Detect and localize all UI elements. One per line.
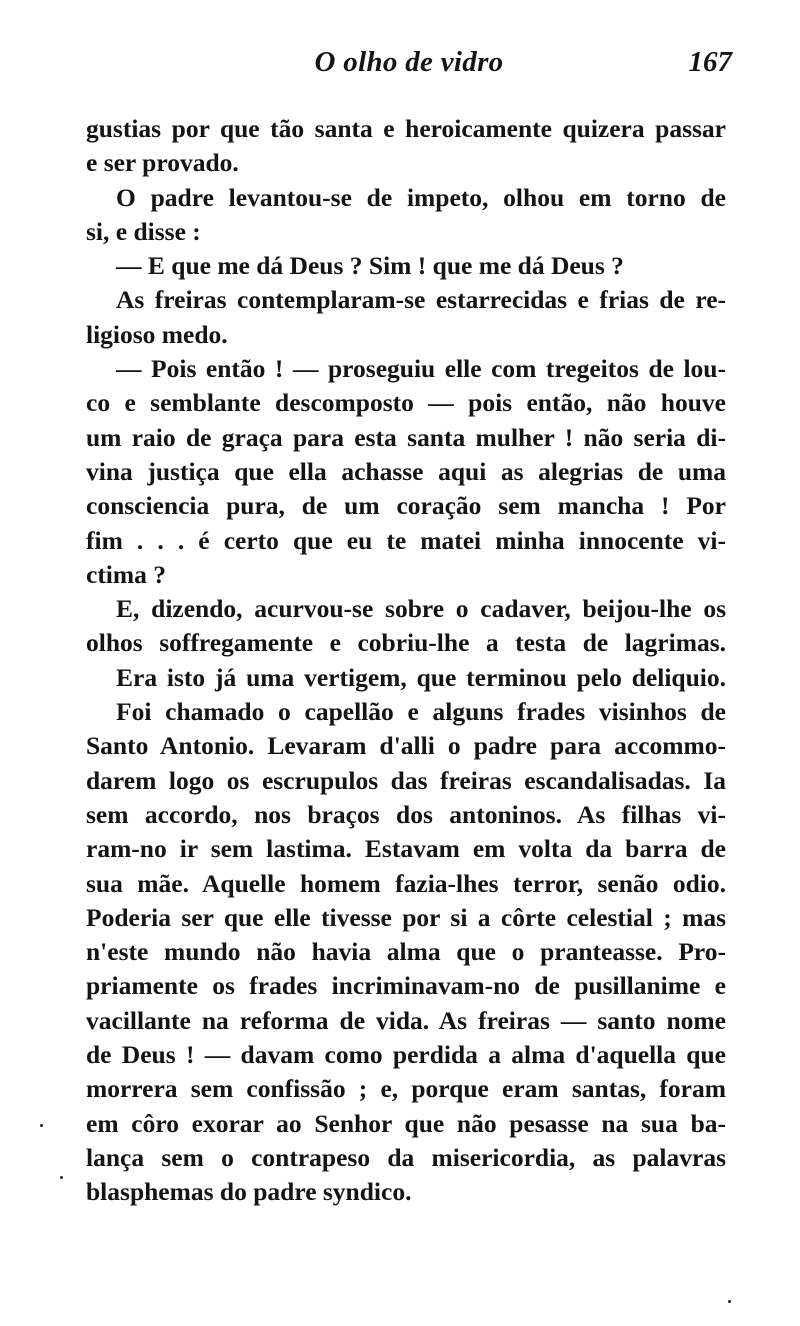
text-line: lança sem o contrapeso da misericordia, as palavras — [86, 1142, 726, 1172]
text-line: darem logo os escrupulos das freiras escandalisadas. Ia — [86, 765, 726, 795]
text-line: Santo Antonio. Levaram d'alli o padre para accommo- — [86, 731, 726, 761]
text-line: Poderia ser que elle tivesse por si a côrte celestial ; mas — [86, 902, 726, 932]
text-line: Era isto já uma vertigem, que terminou pelo deliquio. — [116, 662, 726, 692]
text-line: Foi chamado o capellão e alguns frades visinhos de — [116, 697, 726, 727]
text-line: ram-no ir sem lastima. Estavam em volta da barra de — [86, 834, 726, 864]
text-line: co e semblante descomposto — pois então, não houve — [86, 388, 726, 418]
text-line: de Deus ! — davam como perdida a alma d'aquella que — [86, 1040, 726, 1070]
running-head — [86, 46, 732, 86]
text-line: e ser provado. — [86, 148, 239, 178]
text-line: olhos soffregamente e cobriu-lhe a testa de lagrimas. — [86, 628, 726, 658]
print-speck — [728, 1300, 731, 1303]
text-line: ligioso medo. — [86, 319, 228, 349]
text-line: E, dizendo, acurvou-se sobre o cadaver, beijou-lhe os — [116, 594, 726, 624]
page-number: 167 — [688, 46, 732, 78]
print-speck — [40, 1124, 43, 1127]
text-line: — E que me dá Deus ? Sim ! que me dá Deus ? — [116, 251, 624, 281]
text-line: vacillante na reforma de vida. As freiras — santo nome — [86, 1005, 726, 1035]
text-line: em côro exorar ao Senhor que não pesasse na sua ba- — [86, 1108, 726, 1138]
text-line: consciencia pura, de um coração sem mancha ! Por — [86, 491, 726, 521]
text-line: um raio de graça para esta santa mulher ! não seria di- — [86, 422, 726, 452]
print-speck — [60, 1176, 63, 1179]
text-line: — Pois então ! — proseguiu elle com tregeitos de lou- — [116, 354, 726, 384]
text-line: fim . . . é certo que eu te matei minha innocente vi- — [86, 525, 726, 555]
text-line: vina justiça que ella achasse aqui as alegrias de uma — [86, 456, 726, 486]
body-text — [86, 112, 726, 1210]
text-line: As freiras contemplaram-se estarrecidas e frias de re- — [116, 285, 726, 315]
text-line: gustias por que tão santa e heroicamente quizera passar — [86, 114, 726, 143]
text-line: sua mãe. Aquelle homem fazia-lhes terror, senão odio. — [86, 868, 726, 898]
text-line: n'este mundo não havia alma que o pranteasse. Pro- — [86, 937, 726, 967]
text-line: morrera sem confissão ; e, porque eram santas, foram — [86, 1074, 726, 1104]
running-title: O olho de vidro — [314, 46, 504, 78]
text-line: sem accordo, nos braços dos antoninos. As filhas vi- — [86, 799, 726, 829]
text-line: si, e disse : — [86, 216, 201, 246]
text-line: ctima ? — [86, 559, 167, 589]
text-line: blasphemas do padre syndico. — [86, 1177, 412, 1207]
text-line: priamente os frades incriminavam-no de pusillanime e — [86, 971, 726, 1001]
text-line: O padre levantou-se de impeto, olhou em torno de — [116, 182, 726, 212]
